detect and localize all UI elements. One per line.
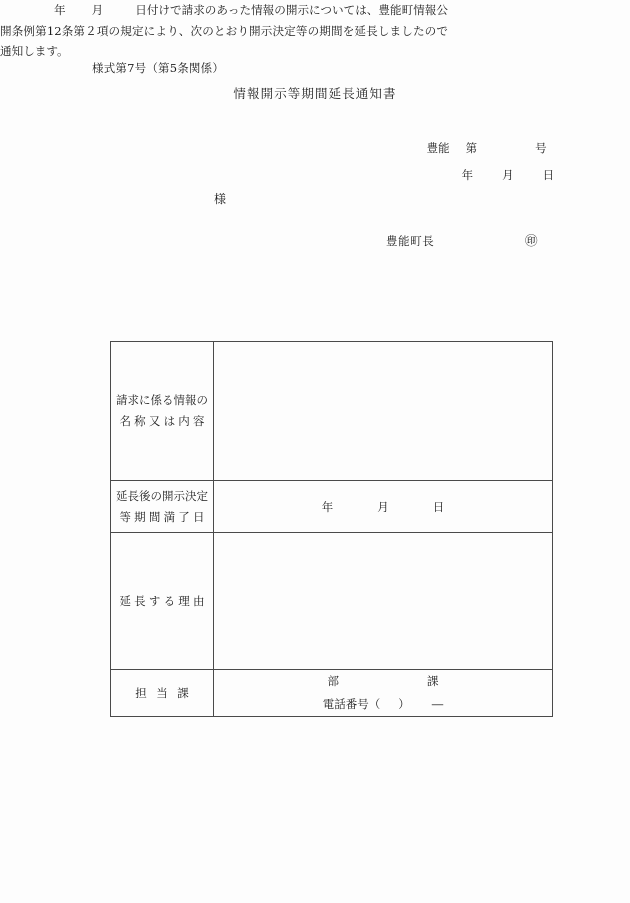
expiry-day: 日 [432,499,445,514]
row-label-request-info [111,342,214,481]
body-line-1: 日付けで請求のあった情報の開示については、豊能町情報公開 [0,3,448,38]
body-line-3: します。 [23,44,69,58]
contact-dept: 部 [327,674,339,688]
row-label-contact-section [111,670,214,717]
issue-date-day: 日 [542,167,555,182]
row-label-reason [111,533,214,670]
document-title: 情報開示等期間延長通知書 [233,86,397,101]
addressee-honorific: 様 [214,192,227,206]
expiry-month: 月 [377,499,389,514]
delay-notice-table [110,341,553,717]
phone-label: 電話番号（ [322,697,381,711]
form-number: 様式第7号（第5条関係） [92,61,225,75]
contact-phone-line [214,693,552,716]
table-row [111,670,553,717]
row-label-line-2: 名称又は内容 [119,414,208,428]
body-date-year: 年 [54,3,66,17]
body-line-2: 条例第12条第２項の規定により、次のとおり開示決定等の期間を延長しましたので通知 [0,23,448,58]
phone-dash: ― [431,697,444,711]
issue-date-line [447,158,554,193]
row-label-line-1: 延長後の開示決定 [116,488,208,503]
body-paragraph [0,0,448,62]
phone-close-paren: ） [398,697,410,711]
row-value-reason[interactable] [214,533,553,670]
row-value-contact[interactable] [214,670,553,717]
reference-prefix: 豊能 [426,140,450,155]
row-label-line-1: 請求に係る情報の [116,393,208,407]
reference-number-suffix: 号 [535,140,547,155]
table-row [111,481,553,533]
row-value-expiry-date[interactable] [214,481,553,533]
issue-date-year: 年 [461,167,474,182]
contact-section: 課 [427,674,439,688]
row-value-request-info[interactable] [214,342,553,481]
issuer-name: 豊能町長 [386,234,435,248]
seal-icon: ㊞ [525,233,538,248]
row-label-expiry-date [111,481,214,533]
table-row [111,533,553,670]
expiry-year: 年 [321,499,334,514]
row-label-line-2: 等期間満了日 [119,509,208,524]
row-label-line-1: 延長する理由 [119,593,208,608]
table-row [111,342,553,481]
row-label-line-1: 担当課 [135,685,199,700]
contact-dept-line [214,670,552,693]
issue-date-month: 月 [502,167,514,182]
body-date-month: 月 [91,3,104,17]
reference-number-label: 第 [465,140,478,155]
